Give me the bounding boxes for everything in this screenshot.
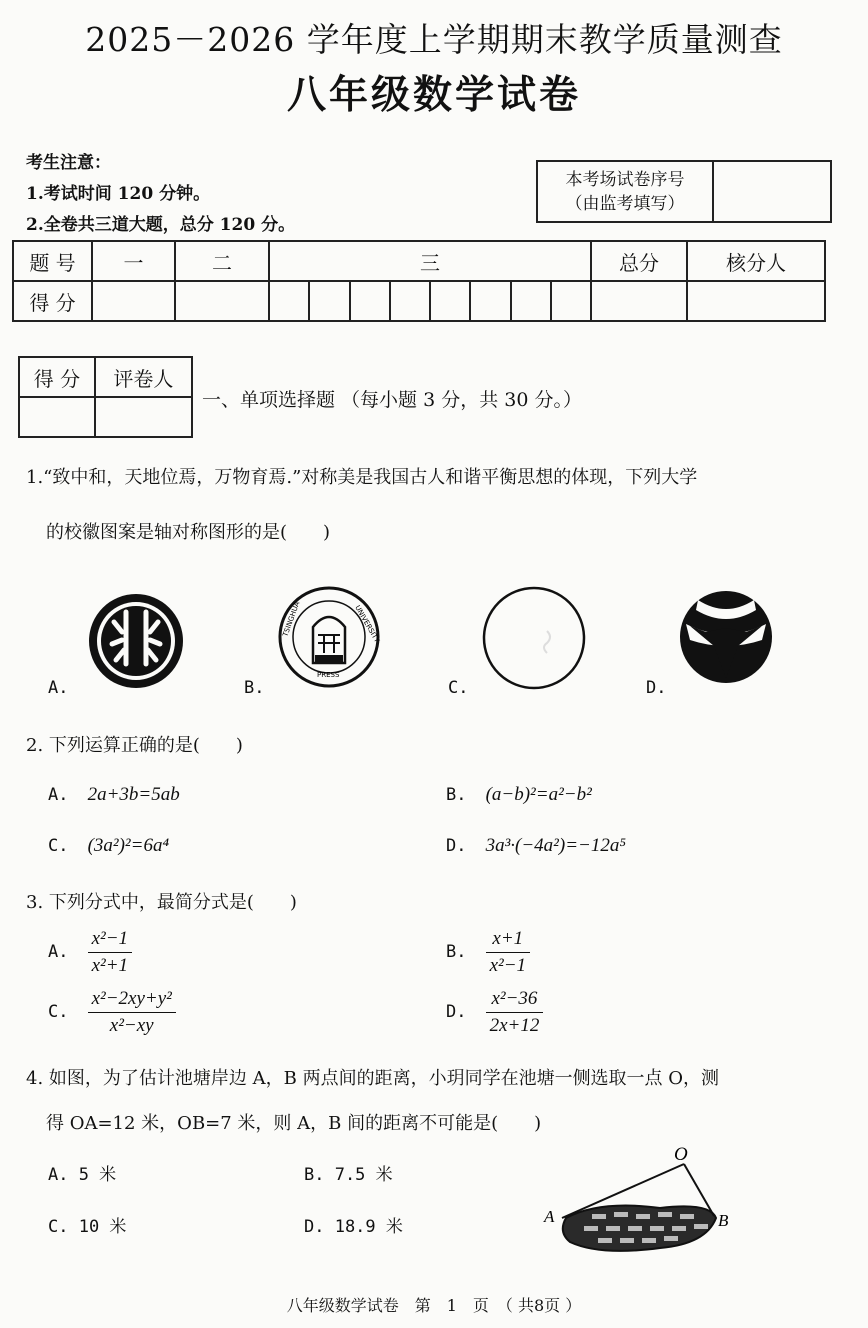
score-table-header-label: 题 号 xyxy=(13,241,92,281)
q1-logo-b-left-text: TSINGHUA xyxy=(281,600,302,638)
score-cell[interactable] xyxy=(92,281,175,321)
q3-option-d-label: D. xyxy=(446,1002,467,1022)
q3-option-b-fraction xyxy=(486,928,530,977)
q1-logo-b-bottom-text: PRESS xyxy=(317,671,340,679)
q1-option-a-label: A. xyxy=(48,678,69,698)
score-table-header-1: 一 xyxy=(92,241,175,281)
q1-logo-b-right-text: UNIVERSITY xyxy=(353,604,381,644)
q3-option-d-numerator: x²−36 xyxy=(486,988,544,1013)
score-cell[interactable] xyxy=(551,281,591,321)
seat-number-field[interactable] xyxy=(713,161,831,222)
score-cell[interactable] xyxy=(430,281,470,321)
score-table-header-checker: 核分人 xyxy=(687,241,825,281)
q4-option-a[interactable]: A. 5 米 xyxy=(48,1165,117,1185)
q1-option-d-label: D. xyxy=(646,678,667,698)
score-cell[interactable] xyxy=(470,281,510,321)
q2-option-d-label: D. xyxy=(446,836,467,856)
q1-logo-b xyxy=(277,585,381,689)
grader-score-field[interactable] xyxy=(19,397,95,437)
q3-option-b-label: B. xyxy=(446,942,467,962)
q2-option-c[interactable] xyxy=(48,835,169,857)
q4-stem-line2: 得 OA=12 米，OB=7 米，则 A，B 间的距离不可能是( ) xyxy=(46,1113,542,1134)
q3-option-d-denominator: 2x+12 xyxy=(489,1015,540,1036)
section-1-title: 一、单项选择题 （每小题 3 分，共 30 分。） xyxy=(202,389,582,411)
q2-option-b[interactable] xyxy=(446,784,592,806)
grader-name-header: 评卷人 xyxy=(95,357,192,397)
score-table-header-3: 三 xyxy=(269,241,591,281)
q3-option-b[interactable] xyxy=(446,928,530,977)
grader-score-header: 得 分 xyxy=(19,357,95,397)
q4-option-b[interactable]: B. 7.5 米 xyxy=(304,1165,393,1185)
q4-figure-label-o: O xyxy=(674,1144,688,1165)
q3-option-a-fraction xyxy=(88,928,132,977)
q3-option-a-denominator: x²+1 xyxy=(91,955,129,976)
q4-figure-label-a: A xyxy=(544,1207,555,1226)
seat-box-line2: （由监考填写） xyxy=(565,193,685,214)
q4-figure-label-b: B xyxy=(718,1211,729,1230)
exam-title: 2025－2026 学年度上学期期末教学质量测查 xyxy=(85,20,783,59)
q3-option-c-numerator: x²−2xy+y² xyxy=(88,988,176,1013)
q2-option-a-label: A. xyxy=(48,785,69,805)
q3-option-b-denominator: x²−1 xyxy=(489,955,527,976)
q2-option-c-text: (3a²)²=6a⁴ xyxy=(87,835,170,856)
score-cell[interactable] xyxy=(175,281,269,321)
q1-stem-line2: 的校徽图案是轴对称图形的是( ) xyxy=(46,522,331,543)
q3-option-c-fraction xyxy=(88,988,176,1037)
q4-option-c[interactable]: C. 10 米 xyxy=(48,1217,127,1237)
score-cell[interactable] xyxy=(350,281,390,321)
q1-logo-d xyxy=(676,588,776,686)
grader-box xyxy=(18,356,193,438)
notice-item-score: 2.全卷共三道大题，总分 120 分。 xyxy=(26,215,296,235)
q4-option-d[interactable]: D. 18.9 米 xyxy=(304,1217,403,1237)
page-footer: 八年级数学试卷 第 1 页 （ 共8页 ） xyxy=(286,1296,582,1315)
seat-number-box xyxy=(536,160,832,223)
q3-option-c[interactable] xyxy=(48,988,176,1037)
q2-option-b-text: (a−b)²=a²−b² xyxy=(485,784,592,805)
q2-option-b-label: B. xyxy=(446,785,467,805)
score-table-header-total: 总分 xyxy=(591,241,687,281)
notice-heading: 考生注意： xyxy=(26,153,111,173)
score-cell[interactable] xyxy=(390,281,430,321)
q3-option-c-label: C. xyxy=(48,1002,69,1022)
q3-option-a-label: A. xyxy=(48,942,69,962)
q2-option-a[interactable] xyxy=(48,784,180,806)
score-cell[interactable] xyxy=(591,281,687,321)
q1-logo-a xyxy=(86,592,186,690)
score-table-header-2: 二 xyxy=(175,241,269,281)
q2-option-c-label: C. xyxy=(48,836,69,856)
q3-option-a[interactable] xyxy=(48,928,132,977)
notice-item-time: 1.考试时间 120 分钟。 xyxy=(26,184,211,204)
score-cell[interactable] xyxy=(511,281,551,321)
q2-option-a-text: 2a+3b=5ab xyxy=(87,784,180,805)
q4-stem-line1: 4. 如图，为了估计池塘岸边 A，B 两点间的距离，小玥同学在池塘一侧选取一点 O，测 xyxy=(26,1068,720,1089)
score-cell[interactable] xyxy=(309,281,349,321)
score-cell[interactable] xyxy=(269,281,309,321)
q2-option-d[interactable] xyxy=(446,835,626,857)
q4-pond-figure xyxy=(540,1142,740,1260)
q2-stem: 2. 下列运算正确的是( ) xyxy=(26,735,243,756)
score-table-row-label: 得 分 xyxy=(13,281,92,321)
score-cell[interactable] xyxy=(687,281,825,321)
q3-option-a-numerator: x²−1 xyxy=(88,928,132,953)
exam-subtitle: 八年级数学试卷 xyxy=(286,72,581,118)
q1-logo-c xyxy=(481,585,587,691)
q1-option-b-label: B. xyxy=(244,678,265,698)
seat-box-line1: 本考场试卷序号 xyxy=(565,169,685,190)
q3-option-b-numerator: x+1 xyxy=(486,928,530,953)
q3-option-d[interactable] xyxy=(446,988,543,1037)
q2-option-d-text: 3a³·(−4a²)=−12a⁵ xyxy=(485,835,626,856)
grader-name-field[interactable] xyxy=(95,397,192,437)
score-table xyxy=(12,240,826,322)
q1-stem-line1: 1.“致中和，天地位焉，万物育焉.”对称美是我国古人和谐平衡思想的体现，下列大学 xyxy=(26,467,698,488)
q3-stem: 3. 下列分式中，最简分式是( ) xyxy=(26,892,297,913)
q3-option-d-fraction xyxy=(486,988,544,1037)
q3-option-c-denominator: x²−xy xyxy=(109,1015,154,1036)
q1-option-c-label: C. xyxy=(448,678,469,698)
